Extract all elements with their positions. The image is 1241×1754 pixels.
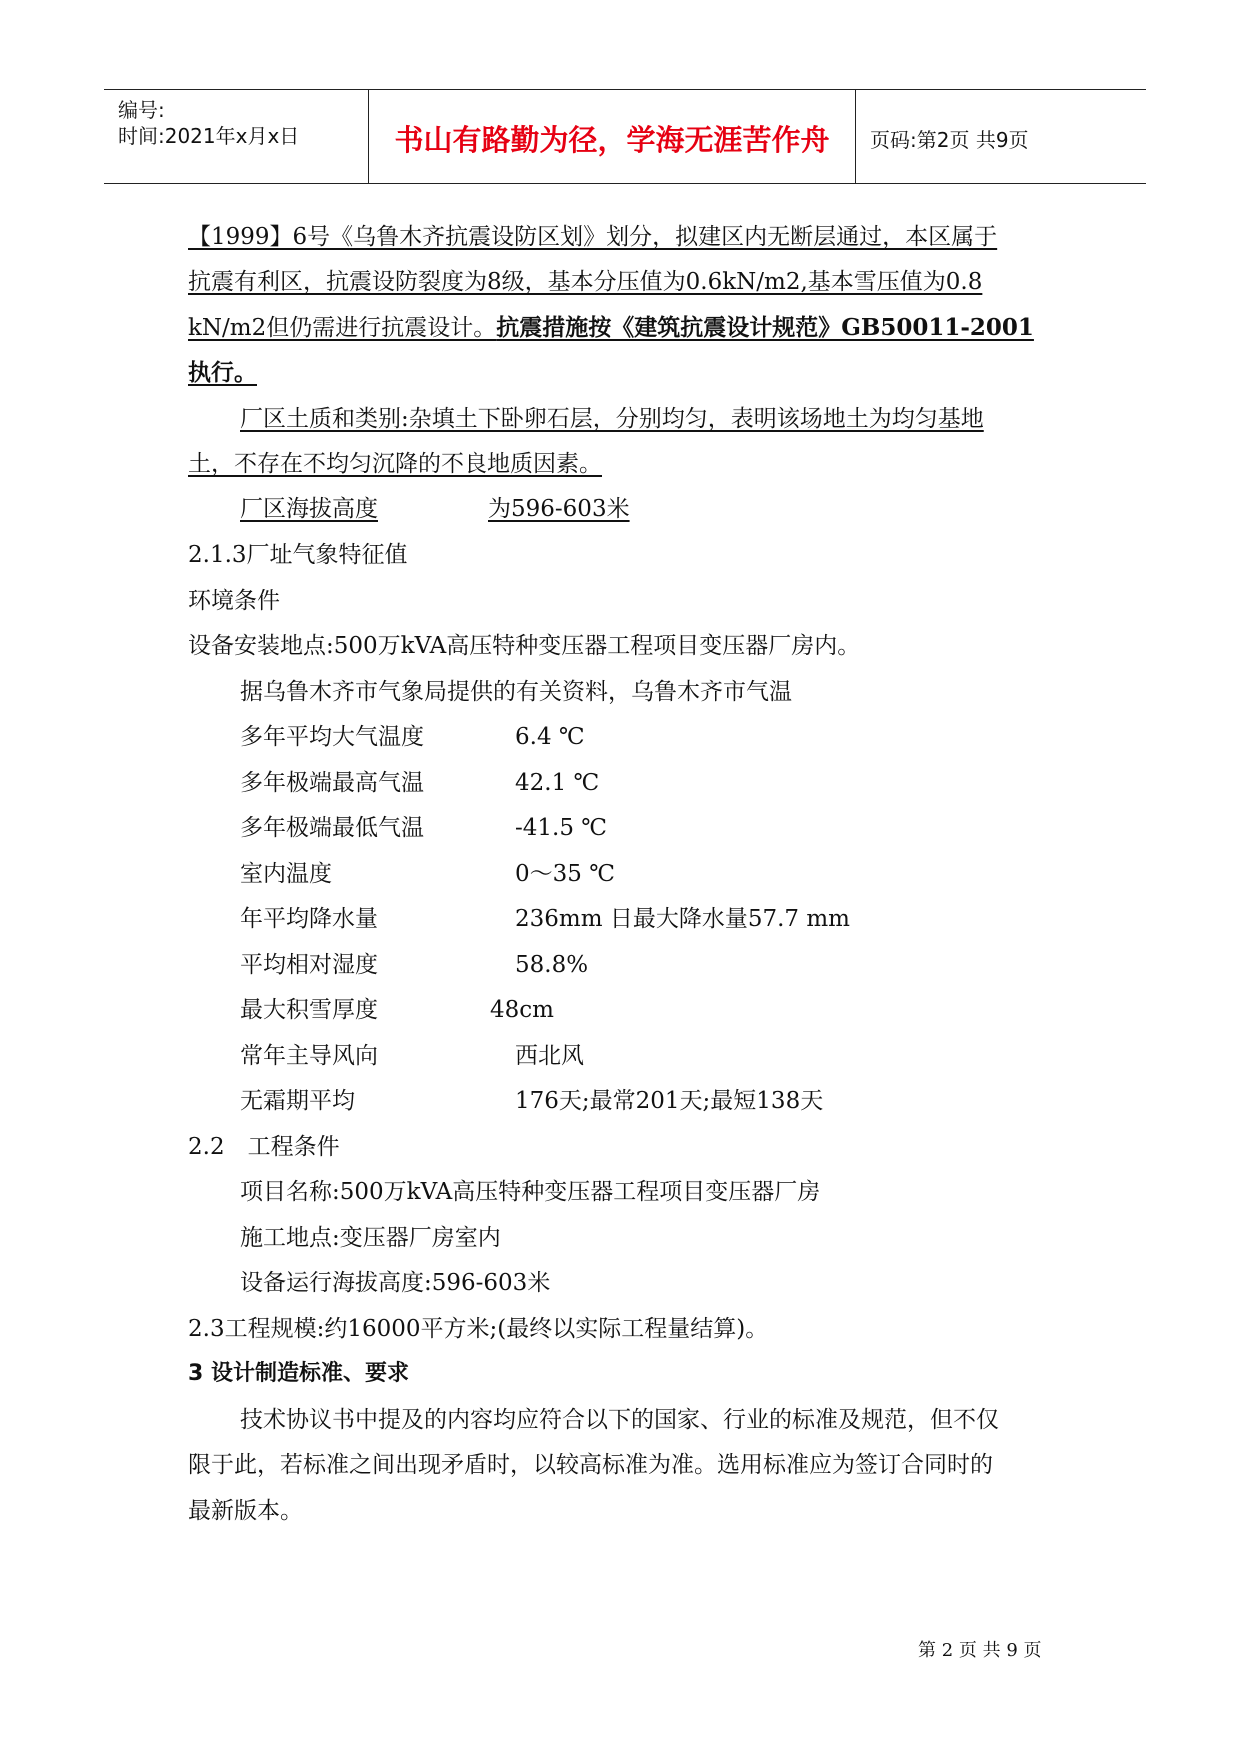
paragraph-line: 设备安装地点:500万kVA高压特种变压器工程项目变压器厂房内。 (188, 633, 861, 659)
climate-label: 年平均降水量 (240, 906, 378, 932)
climate-value: 西北风 (515, 1043, 584, 1069)
climate-value: 176天;最常201天;最短138天 (515, 1088, 824, 1114)
paragraph-line (188, 313, 1034, 343)
climate-label: 平均相对湿度 (240, 952, 378, 978)
paragraph-line: 据乌鲁木齐市气象局提供的有关资料，乌鲁木齐市气温 (240, 679, 792, 705)
header-motto-cell (369, 90, 856, 183)
header-page-code: 页码:第2页 共9页 (870, 128, 1029, 152)
paragraph-line: 执行。 (188, 359, 257, 386)
paragraph-line: 设备运行海拔高度:596-603米 (240, 1270, 551, 1296)
page-footer: 第 2 页 共 9 页 (918, 1640, 1042, 1661)
climate-value: 236mm 日最大降水量57.7 mm (515, 906, 850, 932)
paragraph-line: 抗震有利区，抗震设防裂度为8级，基本分压值为0.6kN/m2,基本雪压值为0.8 (188, 269, 983, 295)
paragraph-text: kN/m2但仍需进行抗震设计。 (188, 315, 497, 341)
altitude-value: 为596-603米 (488, 496, 630, 522)
climate-label: 无霜期平均 (240, 1088, 355, 1114)
climate-label: 多年极端最高气温 (240, 770, 424, 796)
climate-value: 58.8% (515, 952, 589, 978)
section-heading: 2.2 工程条件 (188, 1134, 340, 1160)
altitude-label: 厂区海拔高度 (240, 496, 378, 522)
header-motto: 书山有路勤为径，学海无涯苦作舟 (394, 123, 830, 157)
climate-value: 6.4 ℃ (515, 724, 585, 750)
paragraph-line: 限于此，若标准之间出现矛盾时，以较高标准为准。选用标准应为签订合同时的 (188, 1452, 993, 1478)
paragraph-line: 环境条件 (188, 588, 280, 614)
document-time: 时间:2021年x月x日 (118, 124, 300, 148)
header-meta (104, 90, 369, 183)
bold-text: 抗震措施按《建筑抗震设计规范》GB50011-2001 (496, 314, 1034, 341)
climate-label: 室内温度 (240, 861, 332, 887)
paragraph-line: 最新版本。 (188, 1498, 303, 1524)
altitude-line (240, 494, 630, 524)
climate-label: 常年主导风向 (240, 1043, 378, 1069)
climate-value: -41.5 ℃ (515, 815, 608, 841)
paragraph-line: 厂区土质和类别:杂填土下卧卵石层，分别均匀，表明该场地土为均匀基地 (240, 406, 984, 432)
page-header (104, 89, 1146, 184)
section-heading: 2.1.3厂址气象特征值 (188, 542, 408, 568)
climate-value: 48cm (490, 997, 554, 1023)
header-page-cell (856, 90, 1146, 183)
document-number: 编号: (118, 98, 165, 122)
paragraph-line: 施工地点:变压器厂房室内 (240, 1225, 501, 1251)
paragraph-line: 2.3工程规模:约16000平方米;(最终以实际工程量结算)。 (188, 1316, 769, 1342)
paragraph-line: 项目名称:500万kVA高压特种变压器工程项目变压器厂房 (240, 1179, 821, 1205)
climate-label: 多年平均大气温度 (240, 724, 424, 750)
climate-label: 多年极端最低气温 (240, 815, 424, 841)
section-heading: 3 设计制造标准、要求 (188, 1361, 409, 1386)
climate-label: 最大积雪厚度 (240, 997, 378, 1023)
paragraph-line: 【1999】6号《乌鲁木齐抗震设防区划》划分，拟建区内无断层通过，本区属于 (188, 224, 998, 250)
paragraph-line: 土，不存在不均匀沉降的不良地质因素。 (188, 451, 602, 477)
climate-value: 42.1 ℃ (515, 770, 600, 796)
paragraph-line: 技术协议书中提及的内容均应符合以下的国家、行业的标准及规范，但不仅 (240, 1407, 999, 1433)
climate-value: 0～35 ℃ (515, 861, 615, 887)
